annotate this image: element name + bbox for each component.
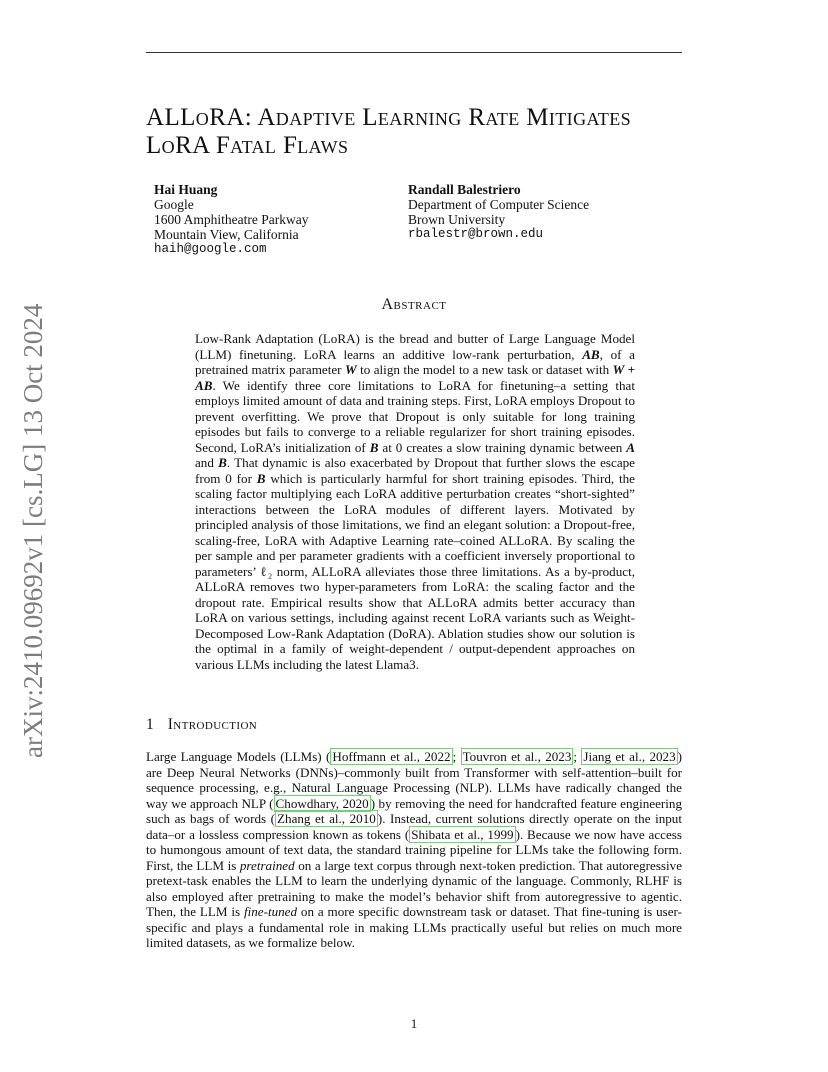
abstract-segment: which is particularly harmful for short training episodes. Third, the scaling factor multiplying each LoRA additive perturbation creates “short-sighted” interactions between the LoRA modules of different layers. Motivated by principled analysis of those limitations, we find an elegant solution: a Dropout-free, scaling-free, LoRA with Adaptive Learning rate–coined ALLoRA. By scaling the per sample and per parameter gradients with a coefficient inversely proportional to parameters’ ℓ₂ norm, ALLoRA alleviates those three limitations. As a by-product, ALLoRA removes two hyper-parameters from LoRA: the scaling factor and the dropout rate. Empirical results show that ALLoRA admits better accuracy than LoRA on various settings, including against recent LoRA variants such as Weight-Decomposed Low-Rank Adaptation (DoRA). Ablation studies show our solution is the optimal in a family of weight-dependent / output-dependent approaches on various LLMs including the latest Llama3. xyxy=(195,470,635,672)
emphasis-text: fine-tuned xyxy=(243,904,298,919)
author-affiliation: Brown University xyxy=(408,212,506,227)
author-affiliation: Department of Computer Science xyxy=(408,197,590,212)
math-symbol: B xyxy=(218,455,227,470)
citation-link[interactable]: Shibata et al., 1999 xyxy=(411,826,514,842)
author-block-2 xyxy=(408,182,589,242)
abstract-segment: . We identify three core limitations to LoRA for finetuning–a setting that employs limited amount of data and training steps. First, LoRA employs Dropout to prevent overfitting. We prove that Dropout is only suitable for long training episodes but fails to converge to a reliable regularizer for short training episodes. Second, LoRA’s initialization of xyxy=(195,377,635,455)
intro-segment: ; xyxy=(452,749,461,764)
section-number: 1 xyxy=(146,716,154,733)
section-title: Introduction xyxy=(167,716,258,733)
citation-link[interactable]: Chowdhary, 2020 xyxy=(275,795,369,811)
citation-link[interactable]: Touvron et al., 2023 xyxy=(462,749,572,764)
page-number: 1 xyxy=(410,1016,418,1031)
author-address: Mountain View, California xyxy=(154,227,299,242)
math-symbol: W + AB xyxy=(195,362,635,393)
author-address: 1600 Amphitheatre Parkway xyxy=(154,212,309,227)
abstract-segment: Low-Rank Adaptation (LoRA) is the bread and butter of Large Language Model (LLM) finetuning. LoRA learns an additive low-rank perturbation, xyxy=(195,331,635,362)
emphasis-text: pretrained xyxy=(239,857,295,873)
abstract-text xyxy=(195,331,635,672)
intro-segment: ). Because we now have access to humongous amount of text data, the standard training pipeline for LLMs take the following form. First, the LLM is xyxy=(146,826,682,873)
author-name: Randall Balestriero xyxy=(408,182,521,197)
citation-link[interactable]: Zhang et al., 2010 xyxy=(277,811,376,826)
title-line-1: ALLoRA: Adaptive Learning Rate Mitigates xyxy=(146,104,632,131)
math-symbol: W xyxy=(344,362,357,377)
intro-segment: ; xyxy=(573,749,582,764)
intro-segment: on a large text corpus through next-token prediction. That autoregressive pretext-task enables the LLM to learn the underlying dynamic of the language. Commonly, RLHF is also employed after pretraining to make the model’s behavior shift from autoregressive to agentic. Then, the LLM is xyxy=(146,857,683,919)
abstract-segment: , of a pretrained matrix parameter xyxy=(195,346,635,377)
abstract-segment: and xyxy=(195,455,219,470)
intro-segment: Large Language Models (LLMs) ( xyxy=(146,749,331,764)
intro-segment: ). Instead, current solutions directly operate on the input data–or a lossless compression known as tokens ( xyxy=(146,811,682,842)
abstract-segment: at 0 creates a slow training dynamic between xyxy=(378,439,627,455)
abstract-heading: Abstract xyxy=(381,296,447,313)
abstract-segment: . That dynamic is also exacerbated by Dropout that further slows the escape from 0 for xyxy=(195,455,635,486)
intro-segment: ) are Deep Neural Networks (DNNs)–commonly built from Transformer with self-attention–built for sequence processing, e.g., Natural Language Processing (NLP). LLMs have radically changed the way we approach NLP ( xyxy=(146,749,683,811)
intro-segment: on a more specific downstream task or dataset. That fine-tuning is user-specific and plays a fundamental role in making LLMs practically useful but relies on much more limited datasets, as we formalize below. xyxy=(146,904,682,950)
arxiv-stamp: arXiv:2410.09692v1 [cs.LG] 13 Oct 2024 xyxy=(18,303,48,758)
author-name: Hai Huang xyxy=(154,182,218,197)
intro-paragraph xyxy=(146,749,682,951)
author-email: rbalestr@brown.edu xyxy=(408,227,544,241)
math-symbol: A xyxy=(626,439,635,455)
title-line-2: LoRA Fatal Flaws xyxy=(146,132,349,159)
top-rule xyxy=(146,52,682,53)
math-symbol: B xyxy=(256,470,266,486)
citation-link[interactable]: Jiang et al., 2023 xyxy=(583,749,676,764)
intro-segment: ) by removing the need for handcrafted feature engineering such as bags of words ( xyxy=(146,795,682,826)
math-symbol: B xyxy=(369,439,379,455)
abstract-segment: to align the model to a new task or dataset with xyxy=(356,362,613,377)
author-email: haih@google.com xyxy=(154,242,267,256)
paper-title xyxy=(146,104,706,160)
author-affiliation: Google xyxy=(154,197,194,212)
section-heading xyxy=(146,716,257,734)
author-block-1 xyxy=(154,182,308,257)
math-symbol: AB xyxy=(582,346,600,362)
citation-link[interactable]: Hoffmann et al., 2022 xyxy=(332,749,451,764)
